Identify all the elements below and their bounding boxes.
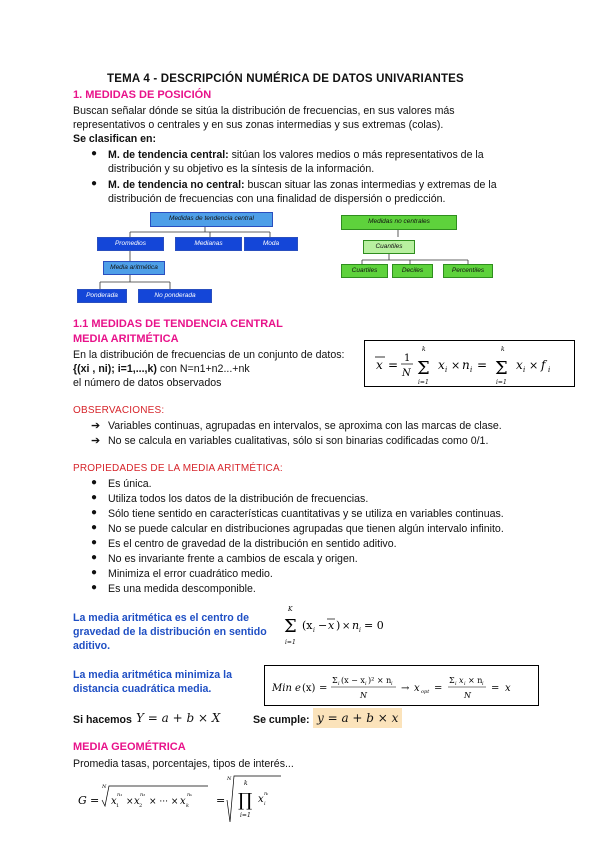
section-heading: 1. MEDIDAS DE POSICIÓN (73, 89, 212, 101)
diagram-node-moda: Moda (244, 237, 298, 251)
svg-text:e: e (295, 683, 301, 694)
svg-text:=: = (90, 794, 100, 807)
svg-text:n₁: n₁ (117, 792, 123, 798)
centroid-formula (282, 602, 402, 648)
svg-text:i=1: i=1 (496, 379, 507, 386)
diagram-node-central: Medidas de tendencia central (150, 212, 273, 227)
observacion-item: Variables continuas, agrupadas en intervalos, se aproxima con las marcas de clase. (108, 420, 502, 432)
list-item-continued: distribución de frecuencias con una finalidad de dispersión o predicción. (108, 193, 446, 205)
svg-text:=: = (388, 358, 399, 372)
svg-text:)² × n: )² × n (368, 676, 392, 685)
svg-text:i: i (455, 681, 457, 687)
svg-text:N: N (227, 776, 232, 782)
paragraph-line: representativos o centrales y en sus zonas intermedias y sus extremas (colas). (73, 119, 444, 131)
classify-label: Se clasifican en: (73, 133, 157, 145)
svg-text:x: x (328, 619, 335, 632)
svg-text:× n: × n (468, 676, 483, 685)
paragraph-line: {(xi , ni); i=1,...,k) con N=n1+n2...+nk (73, 363, 250, 375)
propiedad-item: Es única. (108, 478, 152, 490)
diagram-node-percentiles: Percentiles (443, 264, 493, 278)
propiedad-item: No es invariante frente a cambios de escala y origen. (108, 553, 358, 565)
svg-text:i=1: i=1 (240, 812, 251, 819)
svg-text:Σ: Σ (332, 676, 338, 685)
svg-text:K: K (288, 606, 293, 613)
svg-text:i: i (470, 366, 473, 374)
svg-text:n: n (352, 619, 360, 632)
min-error-formula (264, 665, 540, 707)
svg-text:x: x (516, 358, 523, 372)
svg-text:→: → (401, 683, 410, 694)
svg-text:=: = (477, 358, 488, 372)
svg-text:Σ: Σ (417, 358, 430, 379)
arrow-icon: ➔ (91, 435, 101, 447)
svg-text:f: f (541, 358, 546, 372)
bullet-icon: ● (91, 507, 98, 518)
svg-text:k: k (186, 803, 190, 809)
paragraph-line: Buscan señalar dónde se sitúa la distribución de frecuencias, en sus valores más (73, 105, 455, 117)
svg-text:i: i (482, 681, 484, 687)
svg-text:x: x (459, 676, 464, 685)
subsection-heading: MEDIA ARITMÉTICA (73, 333, 179, 345)
svg-text:(x − x: (x − x (341, 676, 365, 685)
svg-text:x: x (180, 796, 186, 807)
propiedad-item: Es una medida descomponible. (108, 583, 256, 595)
svg-text:=: = (434, 683, 443, 694)
propiedades-heading: PROPIEDADES DE LA MEDIA ARITMÉTICA: (73, 463, 283, 474)
svg-text:Σ: Σ (449, 676, 455, 685)
list-item: M. de tendencia central: sitúan los valores medios o más representativos de la (108, 149, 484, 161)
svg-text:x: x (258, 794, 264, 805)
svg-text:= 0: = 0 (364, 619, 384, 632)
svg-text:∏: ∏ (238, 790, 253, 811)
svg-text:1: 1 (116, 803, 120, 809)
svg-text:×: × (529, 359, 539, 372)
svg-text:i: i (313, 627, 315, 634)
list-item: M. de tendencia no central: buscan situar las zonas intermedias y extremas de la (108, 179, 497, 191)
bullet-icon: ● (91, 537, 98, 548)
bullet-icon: ● (91, 492, 98, 503)
svg-text:Σ: Σ (495, 358, 508, 379)
transform-formula: Y = a + b × X (136, 711, 221, 725)
bullet-icon: ● (91, 148, 98, 159)
svg-text:i: i (391, 681, 393, 687)
diagram-node-noncentral: Medidas no centrales (341, 215, 457, 230)
diagram-node-no-ponderada: No ponderada (138, 289, 212, 303)
bullet-icon: ● (91, 178, 98, 189)
diagram-node-cuartiles: Cuartiles (341, 264, 388, 278)
propiedad-item: Minimiza el error cuadrático medio. (108, 568, 273, 580)
svg-text:=: = (216, 794, 226, 807)
svg-text:−: − (318, 619, 328, 632)
diagram-node-media-aritmetica: Media aritmética (103, 261, 165, 275)
mean-formula (364, 337, 576, 389)
svg-text:N: N (464, 691, 471, 700)
svg-text:i: i (445, 366, 448, 374)
svg-text:x: x (505, 683, 511, 694)
result-formula: y = a + b × x (313, 708, 402, 728)
bullet-icon: ● (91, 552, 98, 563)
svg-text:x: x (414, 683, 420, 694)
svg-text:Min: Min (272, 683, 292, 694)
diagram-node-deciles: Deciles (392, 264, 433, 278)
diagram-node-promedios: Promedios (97, 237, 164, 251)
svg-text:=: = (491, 683, 500, 694)
observaciones-heading: OBSERVACIONES: (73, 405, 165, 416)
page-title: TEMA 4 - DESCRIPCIÓN NUMÉRICA DE DATOS UNIVARIANTES (107, 73, 464, 85)
svg-text:i: i (548, 366, 551, 374)
callout-line: distancia cuadrática media. (73, 683, 212, 695)
svg-text:x: x (134, 796, 140, 807)
svg-text:x: x (376, 358, 383, 372)
svg-text:N: N (102, 784, 107, 790)
propiedad-item: No se puede calcular en distribuciones agrupadas que tienen algún intervalo infinito. (108, 523, 504, 535)
bullet-icon: ● (91, 477, 98, 488)
svg-text:Σ: Σ (284, 616, 297, 637)
callout-line: La media aritmética minimiza la (73, 669, 232, 681)
callout-line: gravedad de la distribución en sentido (73, 626, 267, 638)
paragraph-line: En la distribución de frecuencias de un conjunto de datos: (73, 349, 345, 361)
bullet-icon: ● (91, 522, 98, 533)
propiedad-item: Es el centro de gravedad de la distribución en sentido aditivo. (108, 538, 397, 550)
propiedad-item: Utiliza todos los datos de la distribución de frecuencias. (108, 493, 369, 505)
svg-text:i=1: i=1 (285, 639, 296, 646)
svg-text:× ··· ×: × ··· × (149, 797, 179, 807)
svg-text:i: i (523, 366, 526, 374)
svg-text:×: × (451, 359, 461, 372)
svg-text:x: x (438, 358, 445, 372)
svg-text:i: i (365, 681, 367, 687)
svg-text:2: 2 (139, 803, 143, 809)
diagram-node-cuantiles: Cuantiles (363, 240, 415, 254)
svg-text:G: G (78, 794, 87, 807)
callout-line: aditivo. (73, 640, 111, 652)
section-heading: 1.1 MEDIDAS DE TENDENCIA CENTRAL (73, 318, 283, 330)
arrow-icon: ➔ (91, 420, 101, 432)
bullet-icon: ● (91, 582, 98, 593)
svg-text:i: i (359, 627, 361, 634)
svg-text:opt: opt (421, 689, 430, 695)
diagram-node-medianas: Medianas (175, 237, 242, 251)
svg-text:n: n (462, 358, 470, 372)
svg-text:N: N (360, 691, 367, 700)
list-item-continued: distribución y su objetivo es la síntesis de la información. (108, 163, 375, 175)
diagram-connectors (0, 0, 600, 320)
subsection-heading: MEDIA GEOMÉTRICA (73, 741, 186, 753)
svg-text:k: k (244, 780, 248, 787)
paragraph-line: Promedia tasas, porcentajes, tipos de interés... (73, 758, 294, 770)
svg-text:nₖ: nₖ (187, 792, 193, 798)
svg-text:×: × (126, 797, 134, 807)
svg-text:n₂: n₂ (140, 792, 146, 798)
se-cumple-label: Se cumple: (253, 714, 310, 726)
paragraph-line: el número de datos observados (73, 377, 222, 389)
svg-text:): ) (336, 619, 341, 632)
svg-text:i: i (338, 681, 340, 687)
svg-text:i: i (464, 681, 466, 687)
svg-text:(x: (x (302, 619, 313, 632)
bullet-icon: ● (91, 567, 98, 578)
svg-text:x: x (111, 796, 117, 807)
propiedad-item: Sólo tiene sentido en características cuantitativas y se utiliza en variables continuas. (108, 508, 504, 520)
callout-line: La media aritmética es el centro de (73, 612, 250, 624)
svg-text:=: = (319, 683, 328, 694)
si-hacemos-label: Si hacemos (73, 714, 132, 726)
svg-text:i: i (264, 801, 266, 807)
svg-text:nᵢ: nᵢ (264, 791, 269, 797)
svg-text:k: k (501, 346, 505, 353)
diagram-node-ponderada: Ponderada (77, 289, 127, 303)
svg-text:k: k (422, 346, 426, 353)
geometric-mean-formula (76, 772, 296, 834)
svg-text:×: × (342, 621, 351, 632)
svg-text:i=1: i=1 (418, 379, 429, 386)
svg-text:N: N (402, 368, 411, 379)
observacion-item: No se calcula en variables cualitativas, sólo si son binarias codificadas como 0/1. (108, 435, 489, 447)
svg-text:1: 1 (404, 353, 411, 364)
svg-text:(x): (x) (302, 683, 316, 694)
